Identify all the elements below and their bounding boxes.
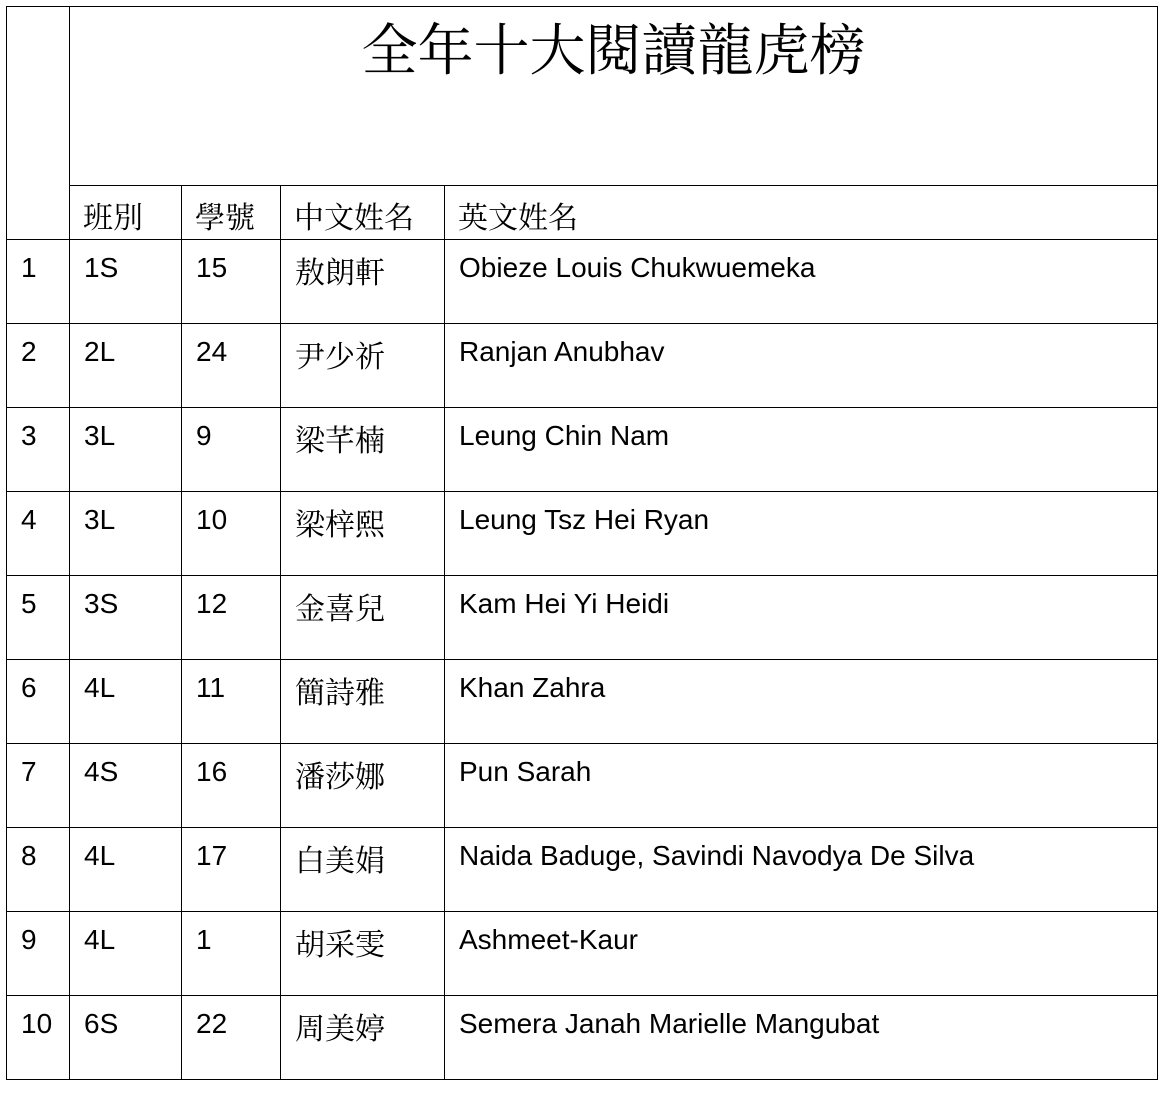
student-number-cell: 24 (182, 324, 281, 408)
class-cell: 2L (70, 324, 182, 408)
table-row (7, 912, 1158, 996)
chinese-name-cell: 胡采雯 (281, 912, 445, 996)
reading-ranking-table (6, 6, 1158, 1080)
rank-cell: 4 (7, 492, 70, 576)
student-number-cell: 12 (182, 576, 281, 660)
rank-cell: 2 (7, 324, 70, 408)
english-name-cell: Leung Chin Nam (445, 408, 1158, 492)
english-name-cell: Semera Janah Marielle Mangubat (445, 996, 1158, 1080)
rank-cell: 10 (7, 996, 70, 1080)
student-number-cell: 10 (182, 492, 281, 576)
student-number-cell: 16 (182, 744, 281, 828)
page-title: 全年十大閱讀龍虎榜 (70, 7, 1158, 186)
chinese-name-cell: 白美娟 (281, 828, 445, 912)
header-english-name: 英文姓名 (445, 186, 1158, 240)
table-row (7, 576, 1158, 660)
student-number-cell: 9 (182, 408, 281, 492)
english-name-cell: Obieze Louis Chukwuemeka (445, 240, 1158, 324)
header-chinese-name: 中文姓名 (281, 186, 445, 240)
chinese-name-cell: 周美婷 (281, 996, 445, 1080)
rank-cell: 3 (7, 408, 70, 492)
class-cell: 3S (70, 576, 182, 660)
english-name-cell: Ranjan Anubhav (445, 324, 1158, 408)
english-name-cell: Pun Sarah (445, 744, 1158, 828)
table-row (7, 996, 1158, 1080)
table-row (7, 492, 1158, 576)
student-number-cell: 22 (182, 996, 281, 1080)
rank-cell: 7 (7, 744, 70, 828)
chinese-name-cell: 潘莎娜 (281, 744, 445, 828)
rank-cell: 8 (7, 828, 70, 912)
chinese-name-cell: 梁梓熙 (281, 492, 445, 576)
student-number-cell: 17 (182, 828, 281, 912)
rank-cell: 6 (7, 660, 70, 744)
english-name-cell: Khan Zahra (445, 660, 1158, 744)
chinese-name-cell: 梁芊楠 (281, 408, 445, 492)
english-name-cell: Ashmeet-Kaur (445, 912, 1158, 996)
english-name-cell: Kam Hei Yi Heidi (445, 576, 1158, 660)
table-body (7, 7, 1158, 1080)
class-cell: 4L (70, 912, 182, 996)
table-row (7, 408, 1158, 492)
chinese-name-cell: 尹少祈 (281, 324, 445, 408)
rank-cell: 5 (7, 576, 70, 660)
student-number-cell: 15 (182, 240, 281, 324)
class-cell: 1S (70, 240, 182, 324)
class-cell: 4S (70, 744, 182, 828)
column-header-row (7, 186, 1158, 240)
rank-cell: 1 (7, 240, 70, 324)
table-row (7, 828, 1158, 912)
table-row (7, 660, 1158, 744)
student-number-cell: 1 (182, 912, 281, 996)
header-student-number: 學號 (182, 186, 281, 240)
header-class: 班別 (70, 186, 182, 240)
rank-column-header (7, 7, 70, 240)
class-cell: 6S (70, 996, 182, 1080)
chinese-name-cell: 簡詩雅 (281, 660, 445, 744)
student-number-cell: 11 (182, 660, 281, 744)
table-row (7, 744, 1158, 828)
class-cell: 4L (70, 660, 182, 744)
rank-cell: 9 (7, 912, 70, 996)
chinese-name-cell: 敖朗軒 (281, 240, 445, 324)
chinese-name-cell: 金喜兒 (281, 576, 445, 660)
class-cell: 4L (70, 828, 182, 912)
english-name-cell: Naida Baduge, Savindi Navodya De Silva (445, 828, 1158, 912)
table-row (7, 324, 1158, 408)
english-name-cell: Leung Tsz Hei Ryan (445, 492, 1158, 576)
class-cell: 3L (70, 408, 182, 492)
title-row (7, 7, 1158, 186)
class-cell: 3L (70, 492, 182, 576)
table-row (7, 240, 1158, 324)
